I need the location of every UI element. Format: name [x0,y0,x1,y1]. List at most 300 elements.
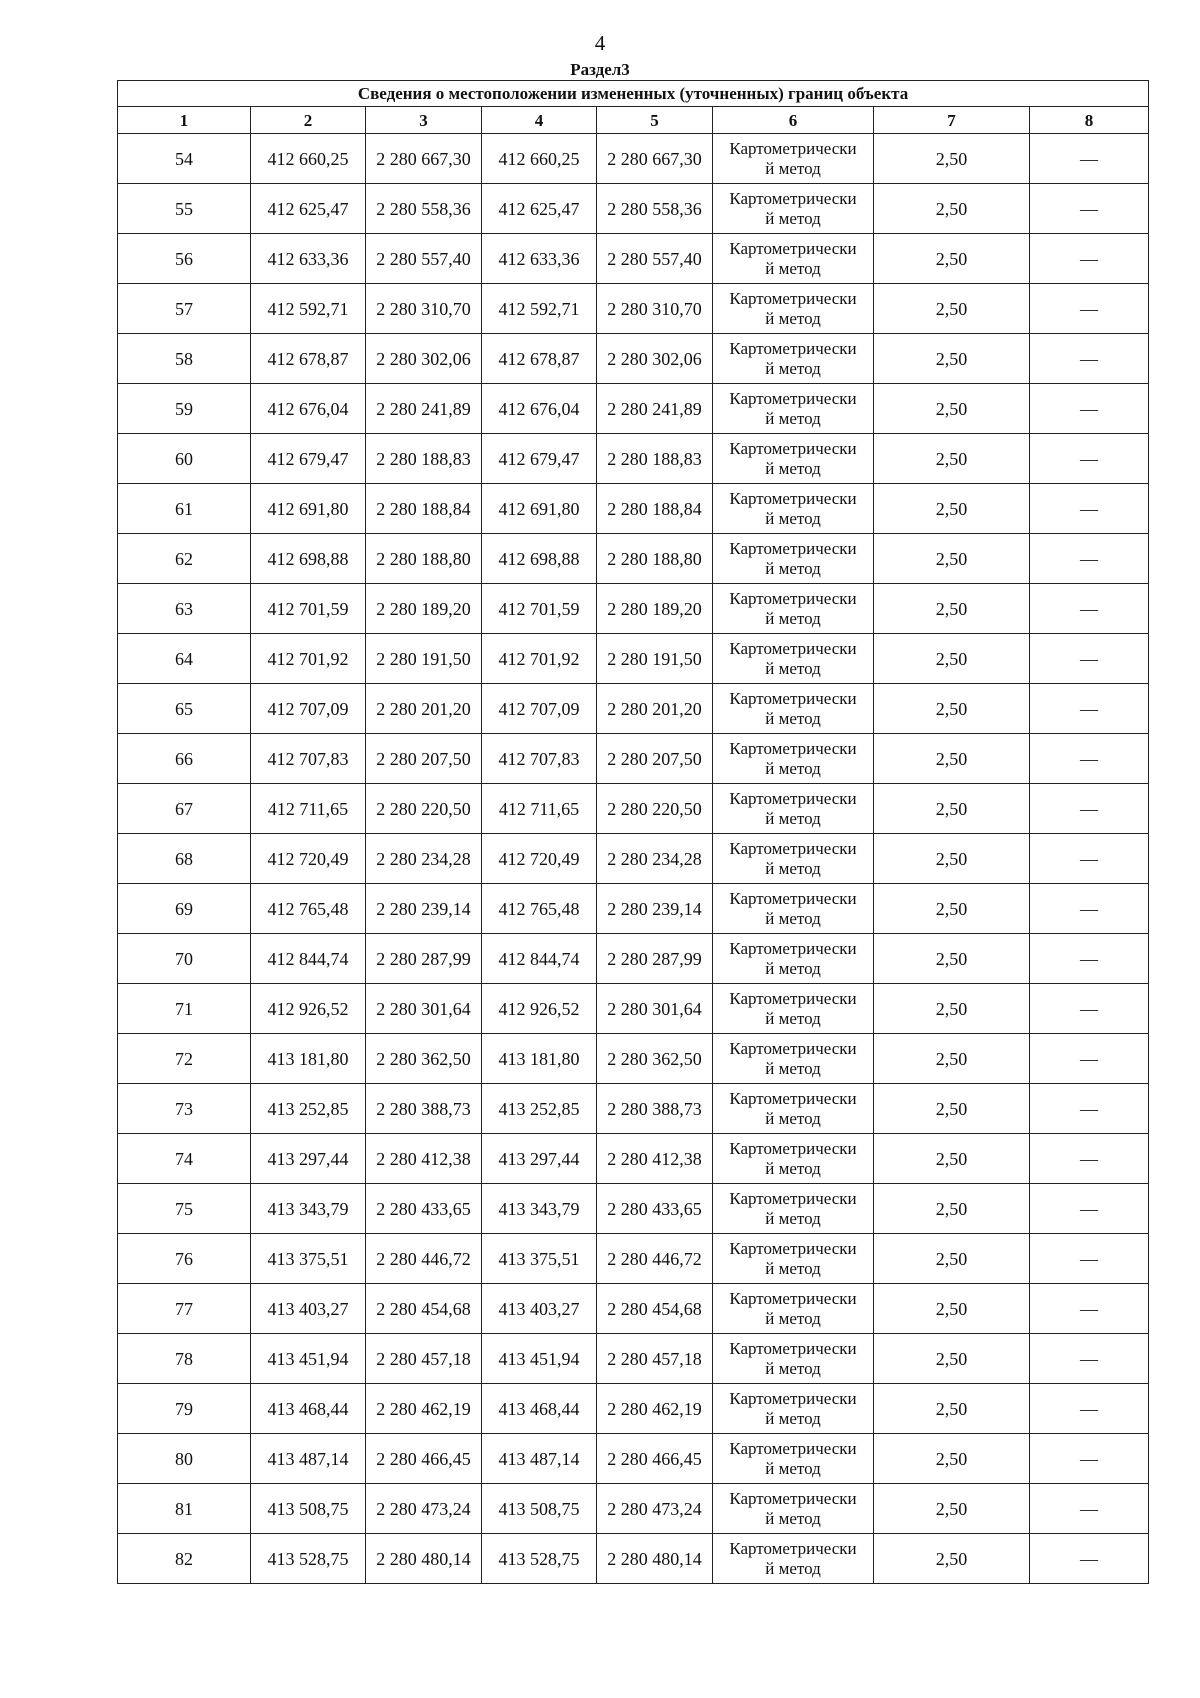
method-text-line-1: Картометрически [729,938,857,958]
accuracy-cell: 2,50 [874,1134,1030,1184]
point-number-cell: 76 [118,1234,251,1284]
x-refined-cell: 413 487,14 [482,1434,597,1484]
note-cell: — [1030,784,1149,834]
x-existing-cell: 412 691,80 [251,484,366,534]
y-refined-cell: 2 280 239,14 [597,884,713,934]
method-text-line-1: Картометрически [729,838,857,858]
point-number-cell: 57 [118,284,251,334]
y-refined-cell: 2 280 462,19 [597,1384,713,1434]
x-refined-cell: 412 926,52 [482,984,597,1034]
y-existing-cell: 2 280 188,80 [366,534,482,584]
point-number-cell: 63 [118,584,251,634]
accuracy-cell: 2,50 [874,1434,1030,1484]
y-existing-cell: 2 280 473,24 [366,1484,482,1534]
method-text-line-1: Картометрически [729,488,857,508]
method-cell [713,734,874,784]
x-refined-cell: 413 451,94 [482,1334,597,1384]
x-existing-cell: 413 181,80 [251,1034,366,1084]
method-text-line-1: Картометрически [729,538,857,558]
y-existing-cell: 2 280 362,50 [366,1034,482,1084]
method-cell [713,534,874,584]
accuracy-cell: 2,50 [874,784,1030,834]
column-number-4: 4 [482,107,597,134]
x-existing-cell: 413 297,44 [251,1134,366,1184]
note-cell: — [1030,734,1149,784]
method-text-line-1: Картометрически [729,1238,857,1258]
accuracy-cell: 2,50 [874,534,1030,584]
y-refined-cell: 2 280 388,73 [597,1084,713,1134]
method-cell [713,234,874,284]
x-refined-cell: 412 765,48 [482,884,597,934]
point-number-cell: 55 [118,184,251,234]
y-refined-cell: 2 280 362,50 [597,1034,713,1084]
table-row [118,534,1149,584]
note-cell: — [1030,1234,1149,1284]
x-refined-cell: 413 508,75 [482,1484,597,1534]
y-existing-cell: 2 280 302,06 [366,334,482,384]
y-refined-cell: 2 280 241,89 [597,384,713,434]
method-cell [713,434,874,484]
x-existing-cell: 412 676,04 [251,384,366,434]
method-cell [713,784,874,834]
x-refined-cell: 412 678,87 [482,334,597,384]
method-text-line-2: й метод [765,408,821,428]
table-row [118,784,1149,834]
method-text-line-1: Картометрически [729,588,857,608]
method-text-line-2: й метод [765,958,821,978]
note-cell: — [1030,1484,1149,1534]
table-row [118,1034,1149,1084]
accuracy-cell: 2,50 [874,434,1030,484]
table-row [118,834,1149,884]
x-existing-cell: 412 592,71 [251,284,366,334]
method-text-line-2: й метод [765,1558,821,1578]
accuracy-cell: 2,50 [874,634,1030,684]
point-number-cell: 67 [118,784,251,834]
column-number-5: 5 [597,107,713,134]
method-cell [713,1384,874,1434]
x-existing-cell: 413 343,79 [251,1184,366,1234]
x-existing-cell: 412 926,52 [251,984,366,1034]
method-text-line-2: й метод [765,358,821,378]
x-refined-cell: 412 701,92 [482,634,597,684]
y-existing-cell: 2 280 558,36 [366,184,482,234]
y-existing-cell: 2 280 191,50 [366,634,482,684]
point-number-cell: 69 [118,884,251,934]
method-text-line-2: й метод [765,1458,821,1478]
x-existing-cell: 412 660,25 [251,134,366,184]
note-cell: — [1030,834,1149,884]
table-row [118,584,1149,634]
x-refined-cell: 412 698,88 [482,534,597,584]
y-existing-cell: 2 280 188,84 [366,484,482,534]
method-text-line-1: Картометрически [729,1438,857,1458]
table-row [118,934,1149,984]
table-row [118,984,1149,1034]
point-number-cell: 61 [118,484,251,534]
table-row [118,1484,1149,1534]
note-cell: — [1030,1134,1149,1184]
x-refined-cell: 412 844,74 [482,934,597,984]
method-text-line-1: Картометрически [729,688,857,708]
x-existing-cell: 412 765,48 [251,884,366,934]
x-existing-cell: 413 252,85 [251,1084,366,1134]
method-text-line-1: Картометрически [729,1188,857,1208]
y-existing-cell: 2 280 234,28 [366,834,482,884]
method-text-line-1: Картометрически [729,988,857,1008]
note-cell: — [1030,534,1149,584]
accuracy-cell: 2,50 [874,934,1030,984]
x-refined-cell: 413 468,44 [482,1384,597,1434]
y-existing-cell: 2 280 466,45 [366,1434,482,1484]
table-row [118,1334,1149,1384]
x-existing-cell: 412 844,74 [251,934,366,984]
y-existing-cell: 2 280 301,64 [366,984,482,1034]
accuracy-cell: 2,50 [874,1034,1030,1084]
method-text-line-2: й метод [765,608,821,628]
method-cell [713,134,874,184]
method-cell [713,1234,874,1284]
accuracy-cell: 2,50 [874,484,1030,534]
note-cell: — [1030,334,1149,384]
y-existing-cell: 2 280 462,19 [366,1384,482,1434]
method-text-line-2: й метод [765,1108,821,1128]
y-refined-cell: 2 280 473,24 [597,1484,713,1534]
table-row [118,434,1149,484]
x-existing-cell: 412 701,59 [251,584,366,634]
y-refined-cell: 2 280 302,06 [597,334,713,384]
point-number-cell: 77 [118,1284,251,1334]
point-number-cell: 68 [118,834,251,884]
method-text-line-2: й метод [765,1358,821,1378]
table-row [118,384,1149,434]
method-text-line-1: Картометрически [729,1088,857,1108]
method-text-line-1: Картометрически [729,1388,857,1408]
accuracy-cell: 2,50 [874,584,1030,634]
note-cell: — [1030,284,1149,334]
y-refined-cell: 2 280 188,84 [597,484,713,534]
method-text-line-2: й метод [765,658,821,678]
method-cell [713,184,874,234]
y-existing-cell: 2 280 241,89 [366,384,482,434]
method-cell [713,1034,874,1084]
point-number-cell: 54 [118,134,251,184]
method-text-line-2: й метод [765,158,821,178]
y-refined-cell: 2 280 234,28 [597,834,713,884]
method-text-line-1: Картометрически [729,1488,857,1508]
x-existing-cell: 413 403,27 [251,1284,366,1334]
note-cell: — [1030,1384,1149,1434]
y-refined-cell: 2 280 558,36 [597,184,713,234]
x-refined-cell: 412 720,49 [482,834,597,884]
x-refined-cell: 413 252,85 [482,1084,597,1134]
method-cell [713,1484,874,1534]
column-numbers-row [118,107,1149,134]
method-cell [713,484,874,534]
x-existing-cell: 413 468,44 [251,1384,366,1434]
y-existing-cell: 2 280 433,65 [366,1184,482,1234]
x-refined-cell: 412 660,25 [482,134,597,184]
method-text-line-1: Картометрически [729,1038,857,1058]
point-number-cell: 79 [118,1384,251,1434]
table-row [118,234,1149,284]
table-row [118,1384,1149,1434]
point-number-cell: 62 [118,534,251,584]
y-refined-cell: 2 280 412,38 [597,1134,713,1184]
y-existing-cell: 2 280 188,83 [366,434,482,484]
point-number-cell: 65 [118,684,251,734]
column-number-8: 8 [1030,107,1149,134]
y-refined-cell: 2 280 220,50 [597,784,713,834]
note-cell: — [1030,184,1149,234]
point-number-cell: 80 [118,1434,251,1484]
table-row [118,1184,1149,1234]
note-cell: — [1030,984,1149,1034]
y-refined-cell: 2 280 188,83 [597,434,713,484]
y-existing-cell: 2 280 667,30 [366,134,482,184]
table-row [118,184,1149,234]
table-row [118,284,1149,334]
point-number-cell: 81 [118,1484,251,1534]
y-existing-cell: 2 280 201,20 [366,684,482,734]
table-caption-row [118,81,1149,107]
method-cell [713,334,874,384]
note-cell: — [1030,234,1149,284]
x-existing-cell: 412 707,83 [251,734,366,784]
y-refined-cell: 2 280 188,80 [597,534,713,584]
x-existing-cell: 412 698,88 [251,534,366,584]
x-refined-cell: 412 676,04 [482,384,597,434]
x-existing-cell: 413 375,51 [251,1234,366,1284]
method-cell [713,384,874,434]
point-number-cell: 64 [118,634,251,684]
table-row [118,634,1149,684]
table-row [118,334,1149,384]
point-number-cell: 74 [118,1134,251,1184]
y-refined-cell: 2 280 557,40 [597,234,713,284]
method-text-line-1: Картометрически [729,1138,857,1158]
x-refined-cell: 413 375,51 [482,1234,597,1284]
accuracy-cell: 2,50 [874,1384,1030,1434]
x-existing-cell: 412 633,36 [251,234,366,284]
y-refined-cell: 2 280 480,14 [597,1534,713,1584]
point-number-cell: 56 [118,234,251,284]
table-row [118,1534,1149,1584]
method-cell [713,1434,874,1484]
method-text-line-1: Картометрически [729,1338,857,1358]
method-text-line-2: й метод [765,1008,821,1028]
x-refined-cell: 412 679,47 [482,434,597,484]
accuracy-cell: 2,50 [874,1084,1030,1134]
method-text-line-1: Картометрически [729,238,857,258]
method-text-line-2: й метод [765,708,821,728]
point-number-cell: 82 [118,1534,251,1584]
method-cell [713,984,874,1034]
table-row [118,134,1149,184]
x-refined-cell: 412 701,59 [482,584,597,634]
note-cell: — [1030,584,1149,634]
method-text-line-2: й метод [765,1258,821,1278]
accuracy-cell: 2,50 [874,334,1030,384]
note-cell: — [1030,1334,1149,1384]
method-text-line-1: Картометрически [729,1538,857,1558]
y-refined-cell: 2 280 191,50 [597,634,713,684]
y-existing-cell: 2 280 310,70 [366,284,482,334]
x-existing-cell: 412 707,09 [251,684,366,734]
x-refined-cell: 413 343,79 [482,1184,597,1234]
method-text-line-1: Картометрически [729,888,857,908]
x-existing-cell: 412 625,47 [251,184,366,234]
table-row [118,484,1149,534]
y-existing-cell: 2 280 220,50 [366,784,482,834]
table-row [118,1234,1149,1284]
method-text-line-2: й метод [765,758,821,778]
x-existing-cell: 412 678,87 [251,334,366,384]
method-text-line-1: Картометрически [729,438,857,458]
note-cell: — [1030,684,1149,734]
note-cell: — [1030,1184,1149,1234]
note-cell: — [1030,484,1149,534]
method-text-line-1: Картометрически [729,338,857,358]
accuracy-cell: 2,50 [874,284,1030,334]
method-text-line-1: Картометрически [729,288,857,308]
point-number-cell: 59 [118,384,251,434]
method-text-line-1: Картометрически [729,738,857,758]
y-existing-cell: 2 280 480,14 [366,1534,482,1584]
y-refined-cell: 2 280 301,64 [597,984,713,1034]
y-refined-cell: 2 280 207,50 [597,734,713,784]
point-number-cell: 58 [118,334,251,384]
y-existing-cell: 2 280 446,72 [366,1234,482,1284]
x-existing-cell: 413 528,75 [251,1534,366,1584]
note-cell: — [1030,1034,1149,1084]
method-cell [713,934,874,984]
x-refined-cell: 412 625,47 [482,184,597,234]
accuracy-cell: 2,50 [874,884,1030,934]
note-cell: — [1030,934,1149,984]
method-text-line-1: Картометрически [729,788,857,808]
point-number-cell: 66 [118,734,251,784]
page-number: 4 [594,31,606,55]
y-refined-cell: 2 280 454,68 [597,1284,713,1334]
column-number-1: 1 [118,107,251,134]
accuracy-cell: 2,50 [874,1334,1030,1384]
accuracy-cell: 2,50 [874,1484,1030,1534]
method-text-line-2: й метод [765,258,821,278]
y-existing-cell: 2 280 239,14 [366,884,482,934]
method-text-line-2: й метод [765,1158,821,1178]
table-body [118,134,1149,1584]
y-existing-cell: 2 280 189,20 [366,584,482,634]
column-number-7: 7 [874,107,1030,134]
point-number-cell: 73 [118,1084,251,1134]
table-row [118,684,1149,734]
point-number-cell: 60 [118,434,251,484]
y-refined-cell: 2 280 287,99 [597,934,713,984]
section-title: Раздел3 [570,60,630,79]
table-row [118,1434,1149,1484]
x-refined-cell: 412 707,09 [482,684,597,734]
method-text-line-1: Картометрически [729,388,857,408]
y-existing-cell: 2 280 207,50 [366,734,482,784]
accuracy-cell: 2,50 [874,734,1030,784]
y-refined-cell: 2 280 446,72 [597,1234,713,1284]
accuracy-cell: 2,50 [874,1234,1030,1284]
method-text-line-2: й метод [765,508,821,528]
y-existing-cell: 2 280 388,73 [366,1084,482,1134]
accuracy-cell: 2,50 [874,234,1030,284]
x-existing-cell: 412 720,49 [251,834,366,884]
accuracy-cell: 2,50 [874,834,1030,884]
method-cell [713,834,874,884]
method-text-line-2: й метод [765,808,821,828]
table-caption: Сведения о местоположении измененных (уточненных) границ объекта [118,81,1149,107]
method-text-line-2: й метод [765,1058,821,1078]
x-existing-cell: 413 487,14 [251,1434,366,1484]
accuracy-cell: 2,50 [874,134,1030,184]
method-text-line-2: й метод [765,208,821,228]
x-refined-cell: 412 633,36 [482,234,597,284]
note-cell: — [1030,1284,1149,1334]
point-number-cell: 71 [118,984,251,1034]
x-refined-cell: 413 403,27 [482,1284,597,1334]
x-refined-cell: 413 297,44 [482,1134,597,1184]
method-text-line-1: Картометрически [729,188,857,208]
point-number-cell: 72 [118,1034,251,1084]
method-text-line-2: й метод [765,308,821,328]
method-cell [713,284,874,334]
accuracy-cell: 2,50 [874,1184,1030,1234]
note-cell: — [1030,434,1149,484]
y-existing-cell: 2 280 287,99 [366,934,482,984]
accuracy-cell: 2,50 [874,384,1030,434]
method-text-line-2: й метод [765,558,821,578]
accuracy-cell: 2,50 [874,184,1030,234]
accuracy-cell: 2,50 [874,1284,1030,1334]
coordinates-table [117,80,1149,1584]
column-number-2: 2 [251,107,366,134]
method-text-line-2: й метод [765,858,821,878]
accuracy-cell: 2,50 [874,684,1030,734]
y-refined-cell: 2 280 189,20 [597,584,713,634]
note-cell: — [1030,384,1149,434]
x-existing-cell: 412 701,92 [251,634,366,684]
x-refined-cell: 412 707,83 [482,734,597,784]
method-text-line-2: й метод [765,1508,821,1528]
accuracy-cell: 2,50 [874,984,1030,1034]
method-text-line-2: й метод [765,1208,821,1228]
x-existing-cell: 413 508,75 [251,1484,366,1534]
x-refined-cell: 413 181,80 [482,1034,597,1084]
y-existing-cell: 2 280 457,18 [366,1334,482,1384]
column-number-3: 3 [366,107,482,134]
method-text-line-2: й метод [765,908,821,928]
point-number-cell: 78 [118,1334,251,1384]
y-refined-cell: 2 280 667,30 [597,134,713,184]
x-refined-cell: 413 528,75 [482,1534,597,1584]
y-existing-cell: 2 280 412,38 [366,1134,482,1184]
table-row [118,734,1149,784]
method-cell [713,584,874,634]
method-text-line-2: й метод [765,1308,821,1328]
method-cell [713,634,874,684]
method-cell [713,1084,874,1134]
note-cell: — [1030,1084,1149,1134]
method-cell [713,1284,874,1334]
accuracy-cell: 2,50 [874,1534,1030,1584]
method-text-line-1: Картометрически [729,1288,857,1308]
x-refined-cell: 412 691,80 [482,484,597,534]
